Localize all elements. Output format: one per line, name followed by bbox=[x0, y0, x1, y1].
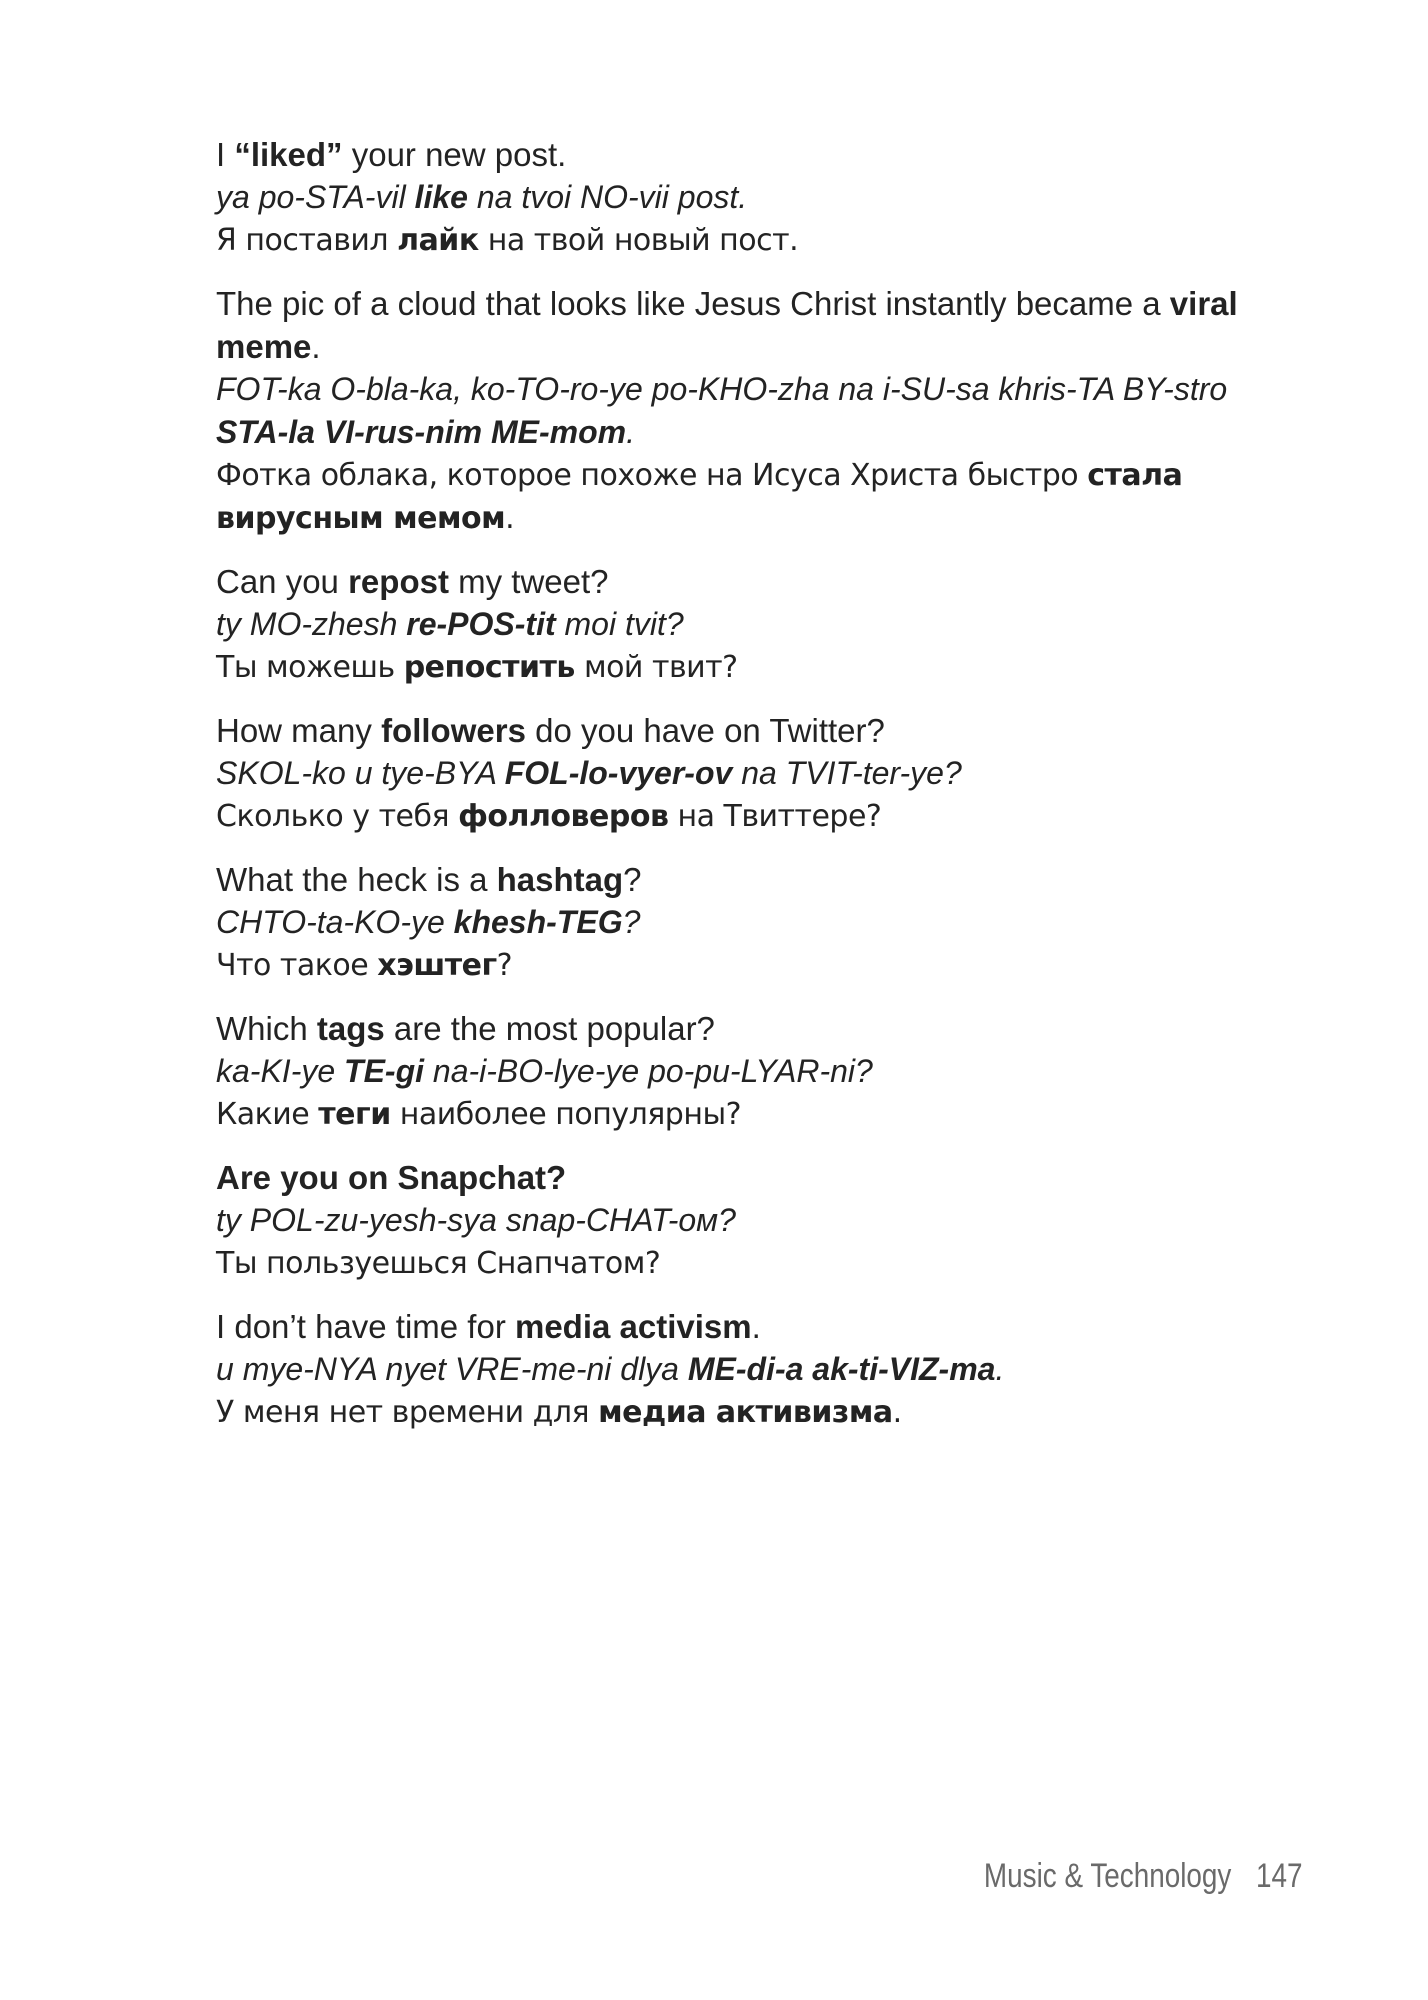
russian-phrase bbox=[216, 454, 1296, 540]
phrase-text: ? bbox=[496, 948, 513, 983]
phrase-text: Can you bbox=[216, 563, 349, 600]
transliteration bbox=[216, 752, 1296, 795]
russian-phrase bbox=[216, 1093, 1296, 1136]
phrase-text: Что такое bbox=[216, 948, 378, 983]
vocab-term: фолловеров bbox=[458, 799, 669, 834]
vocab-term: FOL-lo-vyer-ov bbox=[504, 755, 733, 791]
english-phrase bbox=[216, 1007, 1296, 1050]
phrase-entry bbox=[216, 133, 1296, 262]
english-phrase bbox=[216, 282, 1296, 368]
transliteration bbox=[216, 1199, 1296, 1242]
phrase-text: на твой новый пост. bbox=[478, 223, 799, 258]
vocab-term: khesh-TEG bbox=[453, 904, 623, 940]
vocab-term: re-POS-tit bbox=[406, 606, 556, 642]
vocab-term: like bbox=[414, 179, 468, 215]
phrase-text: мой твит? bbox=[574, 650, 738, 685]
transliteration bbox=[216, 176, 1296, 219]
russian-phrase bbox=[216, 219, 1296, 262]
vocab-term: hashtag bbox=[496, 861, 624, 898]
vocab-term: media activism bbox=[514, 1308, 752, 1345]
phrase-text: na-i-BO-lye-ye po-pu-LYAR-ni? bbox=[424, 1053, 873, 1089]
vocab-term: лайк bbox=[397, 223, 479, 258]
vocab-term: viral meme bbox=[216, 285, 1238, 365]
phrase-text: are the most popular? bbox=[384, 1010, 715, 1047]
phrase-text: FOT-ka O-bla-ka, ko-TO-ro-ye po-KHO-zha na i-SU-sa khris-TA BY-stro bbox=[216, 371, 1228, 407]
russian-phrase bbox=[216, 944, 1296, 987]
russian-phrase bbox=[216, 646, 1296, 689]
english-phrase bbox=[216, 858, 1296, 901]
phrase-text: ? bbox=[623, 861, 642, 898]
vocab-term: ME-di-a ak-ti-VIZ-ma bbox=[687, 1351, 996, 1387]
phrase-text: Какие bbox=[216, 1097, 319, 1132]
phrase-text: У меня нет времени для bbox=[216, 1395, 599, 1430]
english-phrase bbox=[216, 1305, 1296, 1348]
phrase-text: I bbox=[216, 136, 235, 173]
phrase-text: ty MO-zhesh bbox=[216, 606, 407, 642]
russian-phrase bbox=[216, 795, 1296, 838]
phrase-text: The pic of a cloud that looks like Jesus Christ instantly became a bbox=[216, 285, 1170, 322]
phrase-text: do you have on Twitter? bbox=[525, 712, 885, 749]
vocab-term: теги bbox=[318, 1097, 391, 1132]
phrase-text: your new post. bbox=[342, 136, 567, 173]
vocab-term: STA-la VI-rus-nim ME-mom bbox=[216, 414, 627, 450]
phrase-text: . bbox=[505, 501, 515, 536]
phrase-text: . bbox=[311, 328, 321, 365]
english-phrase bbox=[216, 133, 1296, 176]
phrase-text: ty POL-zu-yesh-sya snap-CHAT-ом? bbox=[216, 1202, 736, 1238]
phrase-text: . bbox=[995, 1351, 1005, 1387]
phrase-entry bbox=[216, 282, 1296, 540]
phrase-text: Which bbox=[216, 1010, 317, 1047]
phrase-entry bbox=[216, 560, 1296, 689]
phrase-entry bbox=[216, 1007, 1296, 1136]
phrase-text: na tvoi NO-vii post. bbox=[467, 179, 748, 215]
phrase-text: ka-KI-ye bbox=[216, 1053, 345, 1089]
phrase-list bbox=[216, 133, 1296, 1434]
phrase-entry bbox=[216, 1156, 1296, 1285]
phrase-text: Я поставил bbox=[216, 223, 398, 258]
phrase-text: moi tvit? bbox=[555, 606, 684, 642]
phrase-text: Ты пользуешься Снапчатом? bbox=[216, 1246, 661, 1281]
phrase-text: наиболее популярны? bbox=[390, 1097, 742, 1132]
transliteration bbox=[216, 368, 1296, 454]
russian-phrase bbox=[216, 1391, 1296, 1434]
footer-section-title: Music & Technology bbox=[983, 1857, 1231, 1895]
phrase-text: How many bbox=[216, 712, 382, 749]
vocab-term: “liked” bbox=[234, 136, 343, 173]
vocab-term: repost bbox=[348, 563, 449, 600]
page-body bbox=[216, 133, 1296, 1454]
vocab-term: медиа активизма bbox=[598, 1395, 893, 1430]
transliteration bbox=[216, 1348, 1296, 1391]
phrase-text: . bbox=[892, 1395, 902, 1430]
vocab-term: Are you on Snapchat? bbox=[216, 1159, 567, 1196]
phrase-text: my tweet? bbox=[448, 563, 609, 600]
page-footer bbox=[983, 1857, 1302, 1896]
phrase-text: Ты можешь bbox=[216, 650, 404, 685]
phrase-text: . bbox=[751, 1308, 761, 1345]
phrase-text: на Твиттере? bbox=[668, 799, 882, 834]
vocab-term: TE-gi bbox=[344, 1053, 425, 1089]
vocab-term: репостить bbox=[403, 650, 575, 685]
phrase-text: SKOL-ko u tye-BYA bbox=[216, 755, 505, 791]
phrase-text: na TVIT-ter-ye? bbox=[732, 755, 962, 791]
vocab-term: tags bbox=[316, 1010, 385, 1047]
transliteration bbox=[216, 1050, 1296, 1093]
phrase-text: ya po-STA-vil bbox=[216, 179, 415, 215]
vocab-term: стала вирусным мемом bbox=[216, 458, 1183, 536]
phrase-entry bbox=[216, 709, 1296, 838]
phrase-text: ? bbox=[622, 904, 641, 940]
english-phrase bbox=[216, 1156, 1296, 1199]
english-phrase bbox=[216, 709, 1296, 752]
english-phrase bbox=[216, 560, 1296, 603]
phrase-text: Фотка облака, которое похоже на Исуса Христа быстро bbox=[216, 458, 1088, 493]
phrase-text: u mye-NYA nyet VRE-me-ni dlya bbox=[216, 1351, 688, 1387]
phrase-text: Сколько у тебя bbox=[216, 799, 459, 834]
phrase-entry bbox=[216, 858, 1296, 987]
vocab-term: followers bbox=[381, 712, 526, 749]
phrase-text: CHTO-ta-KO-ye bbox=[216, 904, 454, 940]
russian-phrase bbox=[216, 1242, 1296, 1285]
phrase-text: What the heck is a bbox=[216, 861, 497, 898]
page-number: 147 bbox=[1255, 1857, 1302, 1895]
transliteration bbox=[216, 901, 1296, 944]
vocab-term: хэштег bbox=[377, 948, 497, 983]
phrase-entry bbox=[216, 1305, 1296, 1434]
phrase-text: . bbox=[626, 414, 635, 450]
phrase-text: I don’t have time for bbox=[216, 1308, 515, 1345]
transliteration bbox=[216, 603, 1296, 646]
